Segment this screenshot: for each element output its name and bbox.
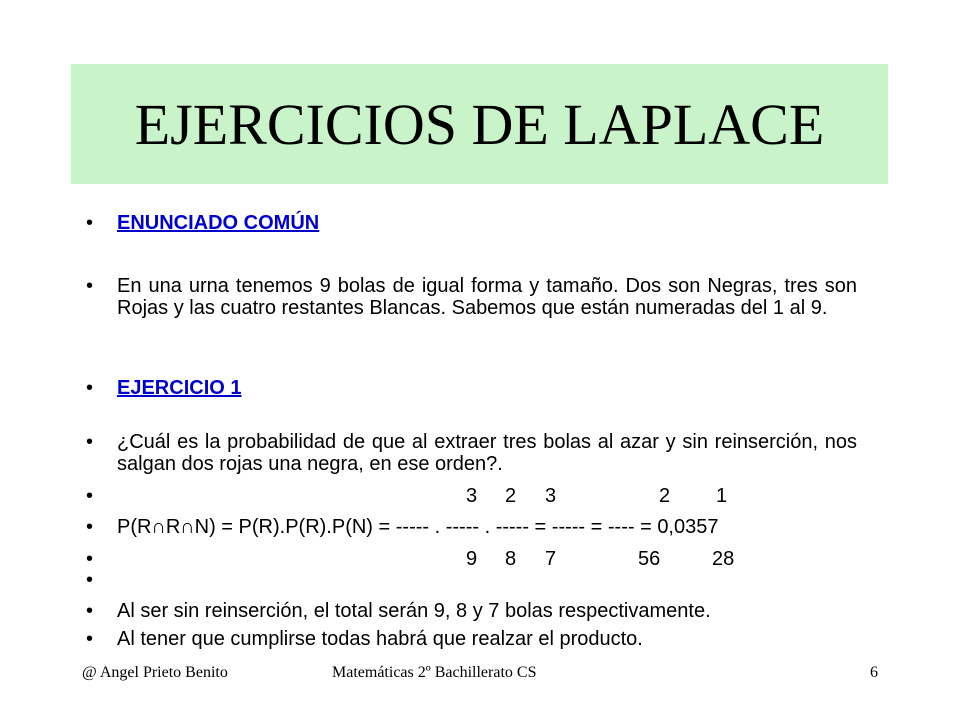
note-1-text: Al ser sin reinserción, el total serán 9, 8 y 7 bolas respectivamente.: [117, 600, 711, 622]
numerator-2: 2: [505, 485, 517, 507]
footer-author: @ Angel Prieto Benito: [82, 664, 228, 681]
denominator-2: 8: [505, 548, 517, 570]
common-paragraph: En una urna tenemos 9 bolas de igual forma y tamaño. Dos son Negras, tres son Rojas y las cuatro restantes Blancas. Sabemos que están numeradas del 1 al 9.: [117, 275, 857, 319]
numerator-1: 3: [466, 485, 478, 507]
footer-page-number: 6: [870, 664, 878, 681]
denominator-row: [86, 548, 846, 570]
numerator-3: 3: [545, 485, 557, 507]
denominator-5: 28: [712, 548, 735, 570]
bullet-dot: •: [86, 212, 94, 234]
bullet-dot: •: [86, 275, 94, 297]
denominator-1: 9: [466, 548, 478, 570]
bullet-dot: •: [86, 485, 94, 507]
formula-text: P(R∩R∩N) = P(R).P(R).P(N) = ----- . ----- . ----- = ----- = ---- = 0,0357: [117, 516, 719, 538]
title-banner: [71, 64, 888, 184]
bullet-dot: •: [86, 600, 94, 622]
footer-course: Matemáticas 2º Bachillerato CS: [332, 664, 537, 681]
numerator-row: [86, 485, 846, 507]
numerator-5: 1: [716, 485, 728, 507]
question-text: ¿Cuál es la probabilidad de que al extraer tres bolas al azar y sin reinserción, nos salgan dos rojas una negra, en ese orden?.: [117, 431, 857, 475]
bullet-dot: •: [86, 516, 94, 538]
denominator-3: 7: [545, 548, 557, 570]
bullet-dot: •: [86, 569, 94, 591]
numerator-4: 2: [659, 485, 671, 507]
bullet-dot: •: [86, 377, 94, 399]
bullet-dot: •: [86, 628, 94, 650]
note-2-text: Al tener que cumplirse todas habrá que realzar el producto.: [117, 628, 643, 650]
denominator-4: 56: [638, 548, 661, 570]
heading-ex1-link[interactable]: EJERCICIO 1: [117, 377, 242, 399]
bullet-dot: •: [86, 431, 94, 453]
slide-title: EJERCICIOS DE LAPLACE: [134, 91, 825, 157]
bullet-dot: •: [86, 548, 94, 570]
heading-common-link[interactable]: ENUNCIADO COMÚN: [117, 212, 320, 234]
